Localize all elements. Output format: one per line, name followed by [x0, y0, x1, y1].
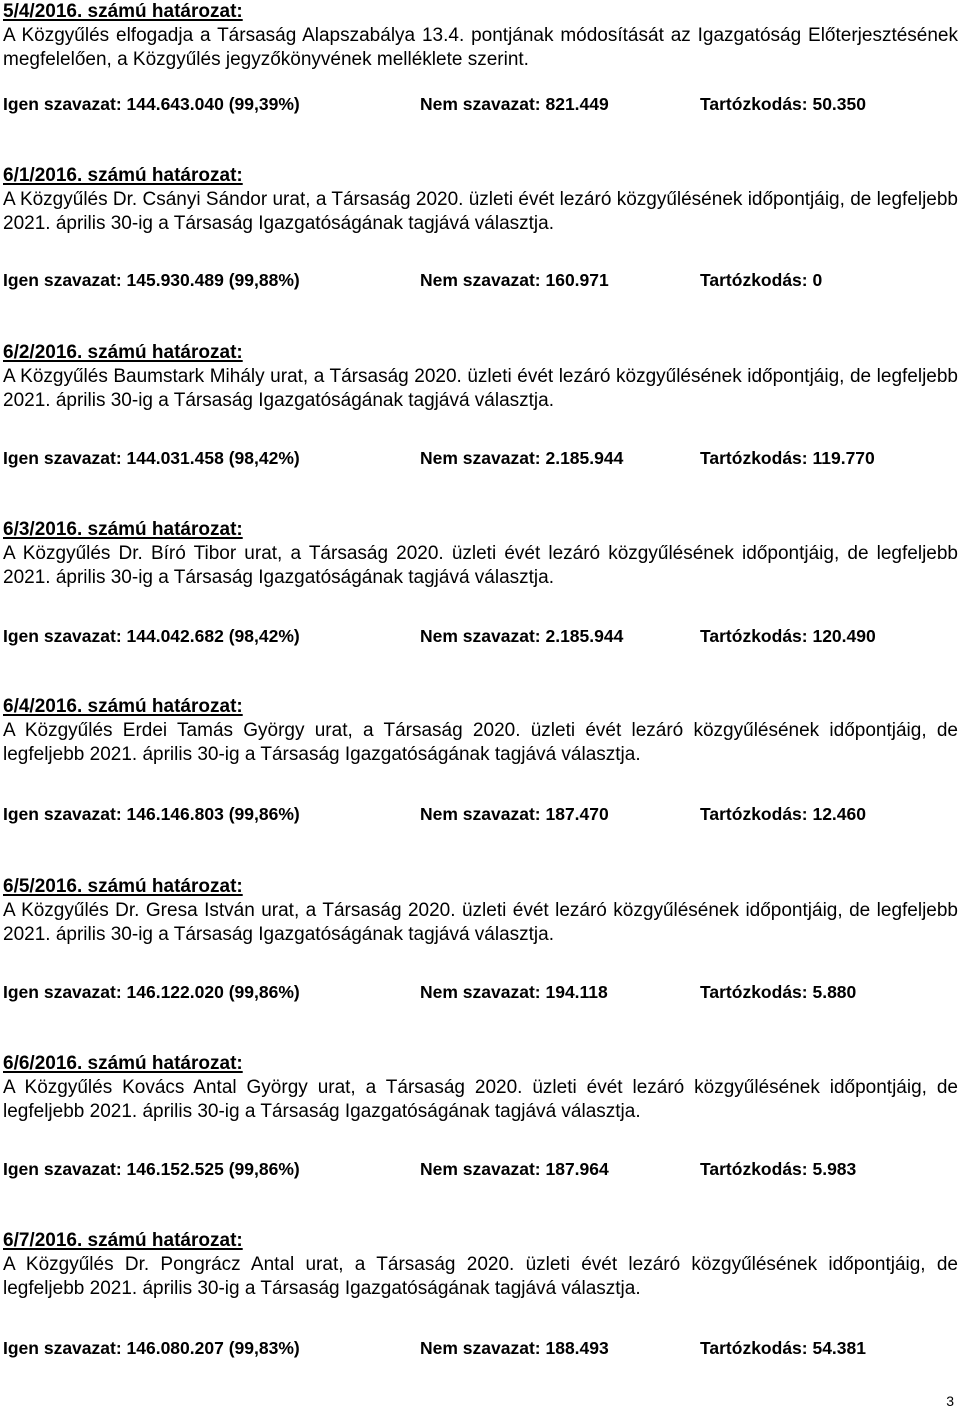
- vote-results: [3, 268, 958, 292]
- resolution-text: A Közgyűlés Kovács Antal György urat, a Társaság 2020. üzleti évét lezáró közgyűlésének időpontjáig, de legfeljebb 2021. április 30-ig a Társaság Igazgatóságának tagjává választja.: [3, 1077, 958, 1122]
- yes-votes: Igen szavazat: 146.122.020 (99,86%): [3, 982, 300, 1002]
- resolution-5-4: [3, 0, 958, 72]
- no-votes: Nem szavazat: 160.971: [420, 270, 609, 290]
- abstentions: Tartózkodás: 54.381: [700, 1338, 866, 1358]
- resolution-text: A Közgyűlés Dr. Csányi Sándor urat, a Társaság 2020. üzleti évét lezáró közgyűlésének időpontjáig, de legfeljebb 2021. április 30-ig a Társaság Igazgatóságának tagjává választja.: [3, 189, 958, 234]
- resolution-text: A Közgyűlés Baumstark Mihály urat, a Társaság 2020. üzleti évét lezáró közgyűlésének időpontjáig, de legfeljebb 2021. április 30-ig a Társaság Igazgatóságának tagjává választja.: [3, 366, 958, 411]
- vote-results: [3, 1157, 958, 1181]
- vote-results: [3, 446, 958, 470]
- abstentions: Tartózkodás: 5.983: [700, 1159, 857, 1179]
- resolution-text: A Közgyűlés Dr. Gresa István urat, a Társaság 2020. üzleti évét lezáró közgyűlésének időpontjáig, de legfeljebb 2021. április 30-ig a Társaság Igazgatóságának tagjává választja.: [3, 900, 958, 945]
- resolution-title: 6/5/2016. számú határozat:: [3, 876, 243, 897]
- no-votes: Nem szavazat: 2.185.944: [420, 448, 624, 468]
- yes-votes: Igen szavazat: 144.031.458 (98,42%): [3, 448, 300, 468]
- resolution-text: A Közgyűlés Dr. Pongrácz Antal urat, a Társaság 2020. üzleti évét lezáró közgyűlésének időpontjáig, de legfeljebb 2021. április 30-ig a Társaság Igazgatóságának tagjává választja.: [3, 1254, 958, 1299]
- no-votes: Nem szavazat: 821.449: [420, 94, 609, 114]
- resolution-title: 5/4/2016. számú határozat:: [3, 1, 243, 22]
- yes-votes: Igen szavazat: 144.643.040 (99,39%): [3, 94, 300, 114]
- vote-results: [3, 1336, 958, 1360]
- resolution-text: A Közgyűlés Erdei Tamás György urat, a Társaság 2020. üzleti évét lezáró közgyűlésének időpontjáig, de legfeljebb 2021. április 30-ig a Társaság Igazgatóságának tagjává választja.: [3, 720, 958, 765]
- yes-votes: Igen szavazat: 144.042.682 (98,42%): [3, 626, 300, 646]
- resolution-text: A Közgyűlés Dr. Bíró Tibor urat, a Társaság 2020. üzleti évét lezáró közgyűlésének időpontjáig, de legfeljebb 2021. április 30-ig a Társaság Igazgatóságának tagjává választja.: [3, 543, 958, 588]
- vote-results: [3, 980, 958, 1004]
- resolution-title: 6/3/2016. számú határozat:: [3, 519, 243, 540]
- page-number: 3: [946, 1393, 954, 1409]
- resolution-6-1: [3, 164, 958, 236]
- resolution-title: 6/4/2016. számú határozat:: [3, 696, 243, 717]
- resolution-title: 6/2/2016. számú határozat:: [3, 342, 243, 363]
- yes-votes: Igen szavazat: 146.080.207 (99,83%): [3, 1338, 300, 1358]
- resolution-6-5: [3, 875, 958, 947]
- resolution-6-7: [3, 1229, 958, 1301]
- yes-votes: Igen szavazat: 146.152.525 (99,86%): [3, 1159, 300, 1179]
- vote-results: [3, 802, 958, 826]
- yes-votes: Igen szavazat: 145.930.489 (99,88%): [3, 270, 300, 290]
- resolution-title: 6/1/2016. számú határozat:: [3, 165, 243, 186]
- abstentions: Tartózkodás: 50.350: [700, 94, 866, 114]
- abstentions: Tartózkodás: 119.770: [700, 448, 875, 468]
- no-votes: Nem szavazat: 188.493: [420, 1338, 609, 1358]
- resolution-6-4: [3, 695, 958, 767]
- no-votes: Nem szavazat: 2.185.944: [420, 626, 624, 646]
- no-votes: Nem szavazat: 187.470: [420, 804, 609, 824]
- abstentions: Tartózkodás: 0: [700, 270, 823, 290]
- abstentions: Tartózkodás: 5.880: [700, 982, 857, 1002]
- resolution-6-2: [3, 341, 958, 413]
- resolution-title: 6/7/2016. számú határozat:: [3, 1230, 243, 1251]
- resolution-6-3: [3, 518, 958, 590]
- yes-votes: Igen szavazat: 146.146.803 (99,86%): [3, 804, 300, 824]
- resolution-text: A Közgyűlés elfogadja a Társaság Alapszabálya 13.4. pontjának módosítását az Igazgatóság Előterjesztésének megfelelően, a Közgyűlés jegyzőkönyvének melléklete szerint.: [3, 25, 958, 70]
- vote-results: [3, 92, 958, 116]
- no-votes: Nem szavazat: 194.118: [420, 982, 608, 1002]
- abstentions: Tartózkodás: 120.490: [700, 626, 876, 646]
- no-votes: Nem szavazat: 187.964: [420, 1159, 609, 1179]
- resolution-6-6: [3, 1052, 958, 1124]
- abstentions: Tartózkodás: 12.460: [700, 804, 866, 824]
- resolution-title: 6/6/2016. számú határozat:: [3, 1053, 243, 1074]
- vote-results: [3, 624, 958, 648]
